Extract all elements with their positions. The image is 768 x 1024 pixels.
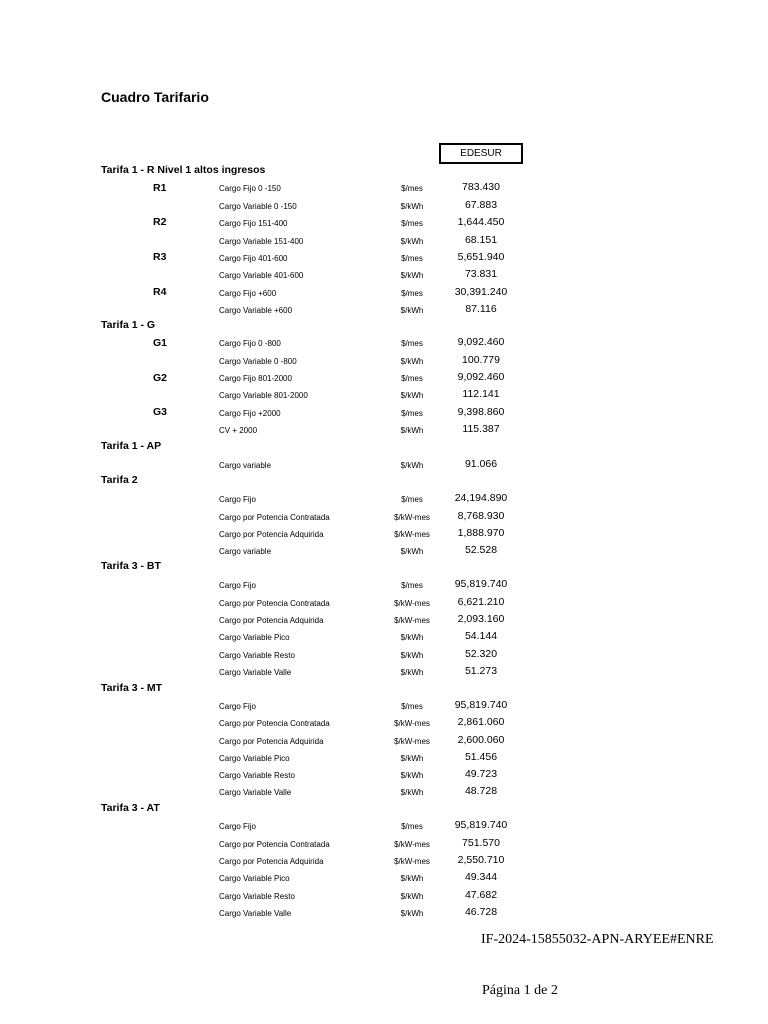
row-value: 115.387 <box>462 423 500 435</box>
row-unit: $/mes <box>401 289 423 298</box>
row-value: 783.430 <box>462 181 500 193</box>
row-unit: $/mes <box>401 219 423 228</box>
row-value: 2,550.710 <box>457 854 505 866</box>
row-value: 49.723 <box>464 768 498 780</box>
category-code-r3: R3 <box>153 251 167 263</box>
row-value: 5,651.940 <box>457 251 505 263</box>
row-description: Cargo Fijo 401-600 <box>219 254 288 263</box>
row-value: 47.682 <box>464 889 498 901</box>
row-unit: $/kW-mes <box>394 737 430 746</box>
row-value: 73.831 <box>464 268 498 280</box>
row-description: Cargo Variable Pico <box>219 754 290 763</box>
row-description: Cargo Fijo <box>219 822 256 831</box>
row-description: Cargo Variable Pico <box>219 633 290 642</box>
row-value: 91.066 <box>464 458 498 470</box>
category-code-g3: G3 <box>153 406 168 418</box>
row-unit: $/kW-mes <box>394 857 430 866</box>
row-description: Cargo Variable Resto <box>219 892 295 901</box>
category-code-r2: R2 <box>153 216 167 228</box>
row-value: 67.883 <box>464 199 498 211</box>
row-value: 95,819.740 <box>454 699 508 711</box>
row-description: Cargo Variable 0 -800 <box>219 357 297 366</box>
row-description: Cargo Variable 801-2000 <box>219 391 308 400</box>
row-unit: $/kWh <box>400 668 424 677</box>
row-description: Cargo Fijo 801-2000 <box>219 374 292 383</box>
row-description: Cargo Fijo 151-400 <box>219 219 288 228</box>
row-unit: $/kWh <box>400 237 424 246</box>
row-value: 68.151 <box>464 234 498 246</box>
row-value: 6,621.210 <box>457 596 505 608</box>
row-unit: $/kWh <box>400 271 424 280</box>
row-value: 1,888.970 <box>457 527 505 539</box>
row-unit: $/kWh <box>400 547 424 556</box>
row-description: Cargo por Potencia Contratada <box>219 513 330 522</box>
row-unit: $/kWh <box>400 651 424 660</box>
row-description: Cargo Fijo 0 -800 <box>219 339 281 348</box>
category-code-r4: R4 <box>153 286 167 298</box>
row-description: Cargo variable <box>219 547 272 556</box>
row-unit: $/kWh <box>400 461 424 470</box>
row-description: Cargo por Potencia Adquirida <box>219 857 324 866</box>
row-unit: $/kWh <box>400 892 424 901</box>
row-value: 9,092.460 <box>457 336 505 348</box>
row-unit: $/mes <box>401 409 423 418</box>
row-description: Cargo Fijo <box>219 495 256 504</box>
row-value: 112.141 <box>462 388 500 400</box>
row-value: 87.116 <box>465 303 497 315</box>
row-description: Cargo Fijo <box>219 702 256 711</box>
row-description: Cargo Fijo +600 <box>219 289 277 298</box>
section-heading-tarifa-2: Tarifa 2 <box>101 474 138 486</box>
row-description: Cargo por Potencia Contratada <box>219 719 330 728</box>
row-description: Cargo Variable Resto <box>219 771 295 780</box>
row-value: 9,092.460 <box>457 371 505 383</box>
row-value: 2,861.060 <box>457 716 505 728</box>
row-value: 48.728 <box>464 785 498 797</box>
row-description: Cargo Variable Resto <box>219 651 295 660</box>
row-value: 751.570 <box>462 837 500 849</box>
section-heading-tarifa-3-at: Tarifa 3 - AT <box>101 802 160 814</box>
row-description: Cargo Variable 0 -150 <box>219 202 297 211</box>
row-unit: $/kWh <box>400 874 424 883</box>
document-id: IF-2024-15855032-APN-ARYEE#ENRE <box>481 932 714 947</box>
row-unit: $/kWh <box>400 754 424 763</box>
row-description: Cargo Variable 151-400 <box>219 237 304 246</box>
row-value: 30,391.240 <box>454 286 508 298</box>
row-value: 52.320 <box>464 648 498 660</box>
row-unit: $/kWh <box>400 357 424 366</box>
row-value: 95,819.740 <box>454 578 508 590</box>
row-unit: $/kWh <box>400 202 424 211</box>
row-unit: $/kW-mes <box>394 513 430 522</box>
row-unit: $/kW-mes <box>394 840 430 849</box>
row-unit: $/kWh <box>400 306 424 315</box>
row-description: Cargo por Potencia Adquirida <box>219 616 324 625</box>
row-unit: $/mes <box>401 495 423 504</box>
row-value: 49.344 <box>464 871 498 883</box>
row-value: 8,768.930 <box>457 510 505 522</box>
category-code-r1: R1 <box>153 182 167 194</box>
row-description: Cargo por Potencia Adquirida <box>219 737 324 746</box>
row-description: Cargo por Potencia Adquirida <box>219 530 324 539</box>
row-description: Cargo Variable Valle <box>219 909 292 918</box>
row-value: 95,819.740 <box>454 819 508 831</box>
row-description: Cargo variable <box>219 461 272 470</box>
row-unit: $/kW-mes <box>394 719 430 728</box>
row-value: 2,600.060 <box>457 734 505 746</box>
row-description: Cargo Variable 401-600 <box>219 271 304 280</box>
row-value: 9,398.860 <box>457 406 505 418</box>
row-value: 51.273 <box>464 665 498 677</box>
row-unit: $/kW-mes <box>394 616 430 625</box>
row-value: 24,194.890 <box>454 492 508 504</box>
row-unit: $/mes <box>401 702 423 711</box>
row-description: Cargo Variable Valle <box>219 668 292 677</box>
row-description: Cargo Variable +600 <box>219 306 293 315</box>
row-unit: $/mes <box>401 822 423 831</box>
row-value: 2,093.160 <box>457 613 505 625</box>
row-unit: $/kWh <box>400 909 424 918</box>
row-unit: $/mes <box>401 254 423 263</box>
row-value: 52.528 <box>464 544 498 556</box>
page-title: Cuadro Tarifario <box>101 89 209 105</box>
section-heading-tarifa-3-bt: Tarifa 3 - BT <box>101 560 161 572</box>
row-unit: $/kWh <box>400 391 424 400</box>
section-heading-tarifa-1-r: Tarifa 1 - R Nivel 1 altos ingresos <box>101 164 266 176</box>
category-code-g1: G1 <box>153 337 168 349</box>
row-unit: $/kWh <box>400 426 424 435</box>
company-header-box: EDESUR <box>439 143 523 164</box>
row-unit: $/kWh <box>400 771 424 780</box>
row-value: 54.144 <box>464 630 498 642</box>
row-description: Cargo Fijo 0 -150 <box>219 184 281 193</box>
category-code-g2: G2 <box>153 372 168 384</box>
row-unit: $/mes <box>401 581 423 590</box>
row-unit: $/kW-mes <box>394 599 430 608</box>
row-description: Cargo Variable Valle <box>219 788 292 797</box>
row-unit: $/mes <box>401 374 423 383</box>
row-unit: $/kWh <box>400 788 424 797</box>
row-value: 46.728 <box>464 906 498 918</box>
row-value: 100.779 <box>462 354 500 366</box>
row-description: Cargo por Potencia Contratada <box>219 840 330 849</box>
row-unit: $/kWh <box>400 633 424 642</box>
section-heading-tarifa-3-mt: Tarifa 3 - MT <box>101 682 163 694</box>
row-value: 1,644.450 <box>457 216 505 228</box>
row-description: Cargo por Potencia Contratada <box>219 599 330 608</box>
section-heading-tarifa-1-ap: Tarifa 1 - AP <box>101 440 162 452</box>
row-unit: $/kW-mes <box>394 530 430 539</box>
row-description: CV + 2000 <box>219 426 258 435</box>
row-description: Cargo Fijo +2000 <box>219 409 281 418</box>
row-unit: $/mes <box>401 339 423 348</box>
row-unit: $/mes <box>401 184 423 193</box>
row-value: 51.456 <box>464 751 498 763</box>
row-description: Cargo Fijo <box>219 581 256 590</box>
page-number: Página 1 de 2 <box>482 983 558 998</box>
row-description: Cargo Variable Pico <box>219 874 290 883</box>
section-heading-tarifa-1-g: Tarifa 1 - G <box>101 319 156 331</box>
